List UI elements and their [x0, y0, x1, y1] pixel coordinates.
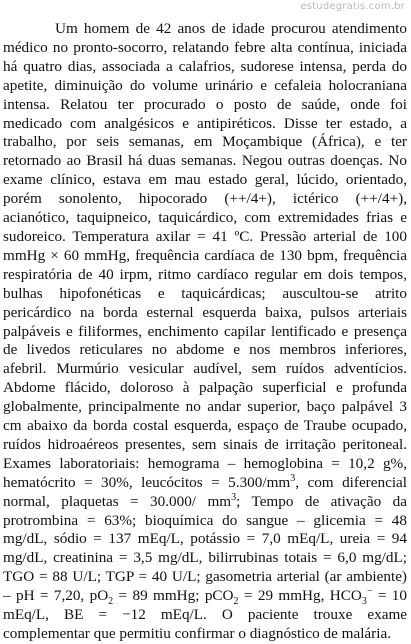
- text-segment: Um homem de 42 anos de idade procurou atendimento médico no pronto-socorro, relatando febre alta contínua, iniciada há quatro dias, associada a calafrios, sudorese intensa, perda do apetite, diminuição do volume urinário e cefaleia holocraniana intensa. Relatou ter procurado o posto de saúde, onde foi medicado com analgésicos e antipiréticos. Disse ter estado, a trabalho, por seis semanas, em Moçambique (África), e ter retornado ao Brasil há duas semanas. Negou outras doenças. No exame clínico, estava em mau estado geral, lúcido, orientado, porém sonolento, hipocorado (++/4+), ictérico (++/4+), acianótico, taquipneico, taquicárdico, com extremidades frias e sudoreico. Temperatura axilar = 41 ºC. Pressão arterial de 100 mmHg × 60 mmHg, frequência cardíaca de 130 bpm, frequência respiratória de 40 irpm, ritmo cardíaco regular em dois tempos, bulhas hipofonéticas e taquicárdicas; auscultou-se atrito pericárdico na borda esternal esquerda baixa, pulsos arteriais palpáveis e filiformes, enchimento capilar lentificado e presença de livedos reticulares no abdome e nos membros inferiores, afebril. Murmúrio vesicular audível, sem ruídos adventícios. Abdome flácido, doloroso à palpação superficial e profunda globalmente, principalmente no andar superior, baço palpável 3 cm abaixo da borda costal esquerda, espaço de Traube ocupado, ruídos hidroaéreos presentes, sem sinais de irritação peritoneal. Exames laboratoriais: hemograma – hemoglobina = 10,2 g%, hematócrito = 30%, leucócitos = 5.300/mm: [3, 20, 407, 491]
- superscript-exponent: 3: [231, 491, 237, 503]
- subscript-index: 3: [361, 596, 367, 608]
- superscript-charge: −: [366, 586, 373, 598]
- text-segment: , com diferencial normal, plaquetas = 30.000/ mm: [3, 473, 407, 510]
- document-page: [3, 20, 407, 644]
- watermark-text: estudegratis.com.br: [300, 1, 405, 12]
- text-segment: ; Tempo de ativação da protrombina = 63%; bioquímica do sangue – glicemia = 48 mg/dL, sódio = 137 mEq/L, potássio = 7,0 mEq/L, ureia = 94 mg/dL, creatinina = 3,5 mg/dL, bilirrubinas totais = 6,0 mg/dL; TGO = 88 U/L; TGP = 40 U/L; gasometria arterial (ar ambiente) – pH = 7,20, pO: [3, 492, 407, 605]
- text-segment: = 10 mEq/L, BE = −12 mEq/L. O paciente trouxe exame complementar que permitiu confirmar o diagnóstico de malária.: [3, 587, 407, 642]
- text-segment: = 29 mmHg, HCO: [238, 587, 362, 605]
- case-paragraph: [3, 20, 407, 644]
- superscript-exponent: 3: [290, 472, 296, 484]
- subscript-index: 2: [233, 596, 239, 608]
- text-segment: = 89 mmHg; pCO: [113, 587, 234, 605]
- subscript-index: 2: [108, 596, 114, 608]
